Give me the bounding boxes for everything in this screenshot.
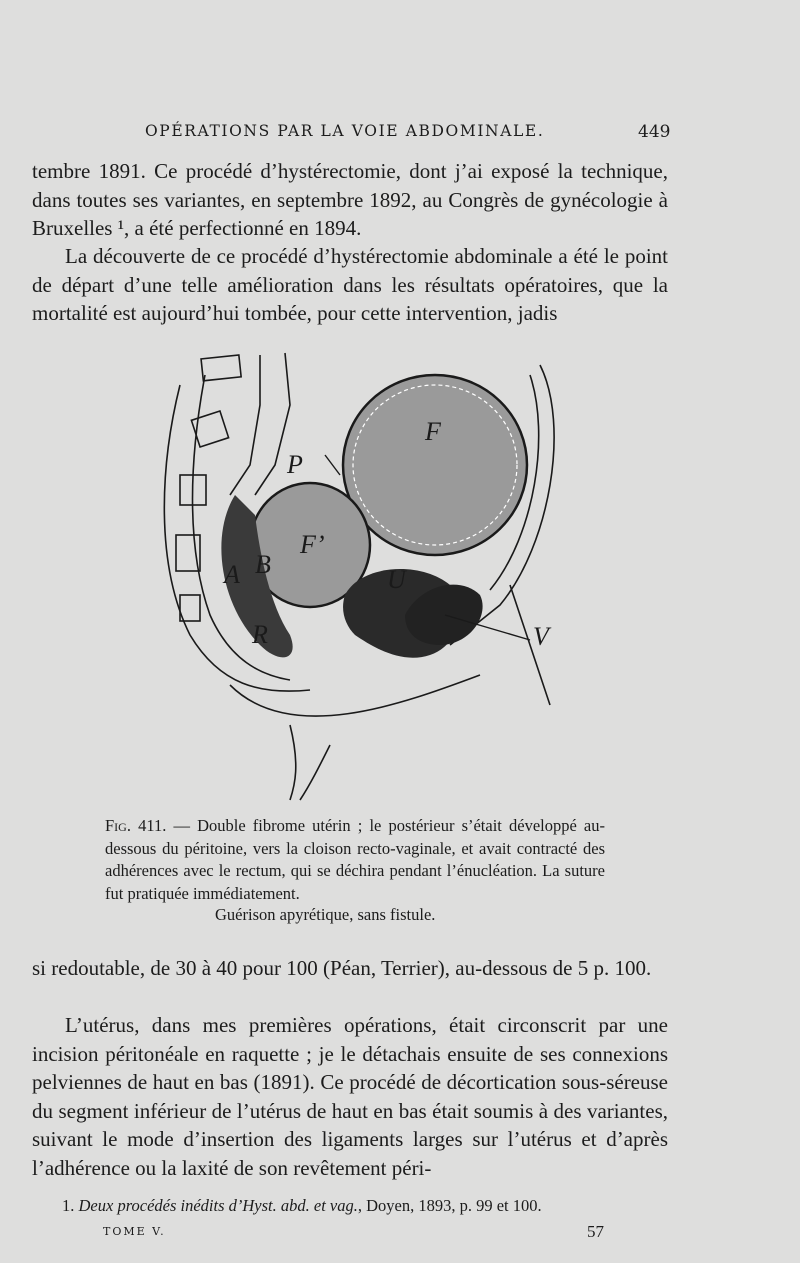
label-u: U — [387, 565, 406, 594]
vertebra-5 — [180, 595, 200, 621]
label-f: F — [425, 417, 441, 446]
paragraph-4: L’utérus, dans mes premières opérations, était circonscrit par une incision péritonéale en raquette ; je le détachais ensuite de ses connexions pelviennes de haut en bas (1891). Ce procédé de décortication sous-séreuse du segment inférieur de l’utérus de haut en bas était soumis à des variantes, suivant le mode d’insertion des ligaments larges sur l’utérus et d’après l’adhérence ou la laxité de son revêtement péri- — [32, 1013, 668, 1180]
sheet-number: 57 — [587, 1222, 604, 1241]
pointer-line-p — [325, 455, 340, 475]
label-a: A — [224, 560, 240, 589]
perineum-line — [230, 675, 480, 716]
figure-caption — [105, 815, 605, 905]
pelvic-section-illustration — [150, 345, 620, 805]
label-f-prime: F’ — [300, 530, 325, 559]
leg-line — [290, 725, 296, 800]
abdominal-wall-strip — [230, 355, 260, 495]
figure-number: Fig. 411. — [105, 816, 167, 835]
footnote-marker: 1. — [62, 1196, 75, 1215]
footnote — [62, 1196, 542, 1216]
footnote-title: Deux procédés inédits d’Hyst. abd. et vag. — [78, 1196, 358, 1215]
paragraph-2: La découverte de ce procédé d’hystérectomie abdominale a été le point de départ d’une telle amélioration dans les résultats opératoires, que la mortalité est aujourd’hui tombée, pour cette intervention, jadis — [32, 244, 668, 325]
vertebra-1 — [201, 355, 241, 381]
label-r: R — [252, 620, 268, 649]
paragraph-1: tembre 1891. Ce procédé d’hystérectomie, dont j’ai exposé la technique, dans toutes ses variantes, en septembre 1892, au Congrès de gynécologie à Bruxelles ¹, a été perfectionné en 1894. — [32, 159, 668, 240]
fibroid-f — [343, 375, 527, 555]
page-number: 449 — [638, 122, 671, 142]
footnote-rest: , Doyen, 1893, p. 99 et 100. — [357, 1196, 542, 1215]
label-p: P — [287, 450, 303, 479]
signature-mark: TOME V. — [103, 1225, 166, 1238]
label-v: V — [533, 622, 549, 651]
caption-last-line: Guérison apyrétique, sans fistule. — [215, 905, 436, 924]
anatomical-figure — [150, 345, 620, 805]
leg-line-2 — [300, 745, 330, 800]
paragraph-3: si redoutable, de 30 à 40 pour 100 (Péan, Terrier), au-dessous de 5 p. 100. — [32, 956, 652, 980]
label-b: B — [255, 550, 271, 579]
running-head: OPÉRATIONS PAR LA VOIE ABDOMINALE. — [145, 122, 545, 140]
caption-text: — Double fibrome utérin ; le postérieur s’était développé au-dessous du péritoine, vers la cloison recto-vaginale, et avait contracté des adhérences avec le rectum, qui se déchira pendant l’énucléation. La suture fut pratiquée immédiatement. — [105, 816, 605, 903]
